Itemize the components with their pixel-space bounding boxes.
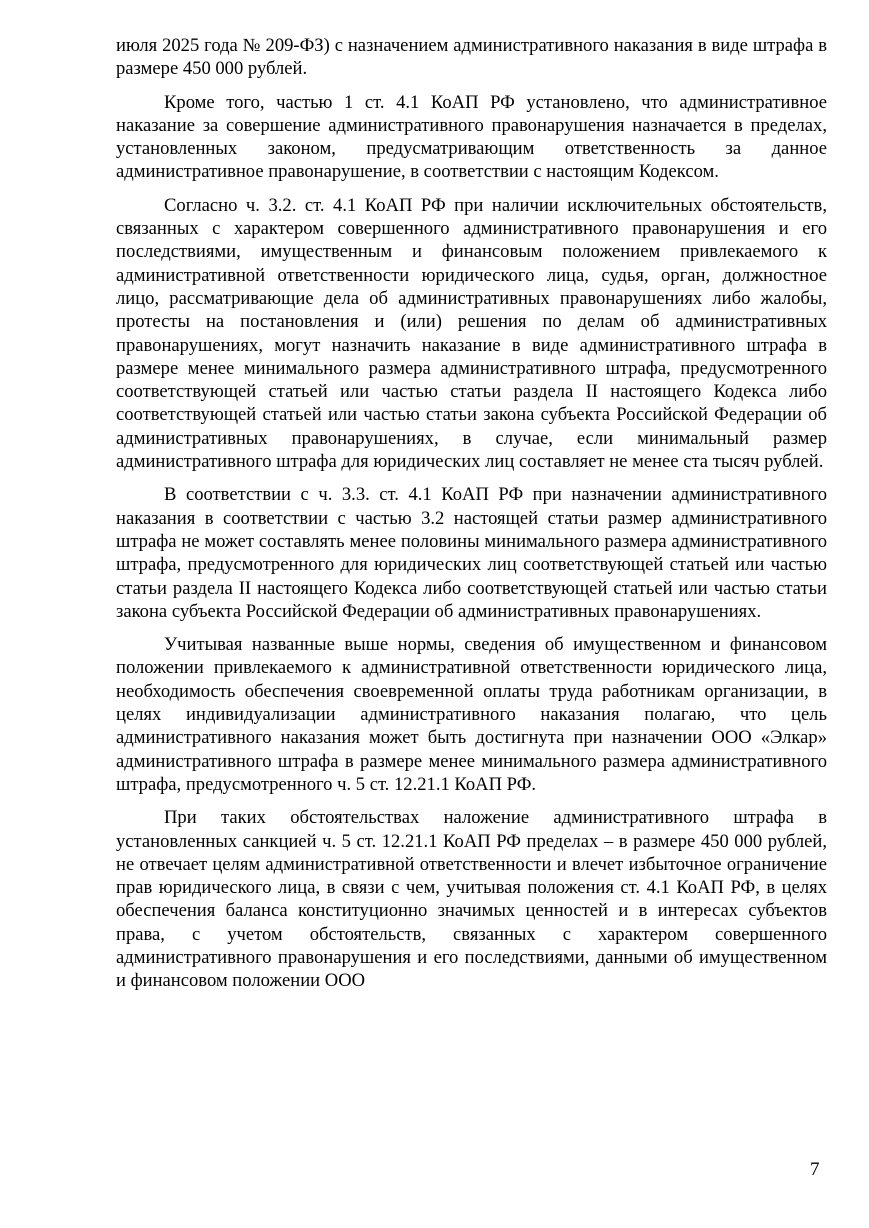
page-number: 7 (810, 1159, 820, 1180)
paragraph-continuation: июля 2025 года № 209-ФЗ) с назначением административного наказания в виде штрафа в размере 450 000 рублей. (116, 35, 827, 80)
document-body (116, 34, 827, 1003)
paragraph: При таких обстоятельствах наложение административного штрафа в установленных санкцией ч. 5 ст. 12.21.1 КоАП РФ пределах – в размере 450 000 рублей, не отвечает целям административной ответственности и влечет избыточное ограничение прав юридического лица, в связи с чем, учитывая положения ст. 4.1 КоАП РФ, в целях обеспечения баланса конституционно значимых ценностей и в интересах субъектов права, с учетом обстоятельств, связанных с характером совершенного административного правонарушения и его последствиями, данными об имущественном и финансовом положении ООО (116, 807, 827, 992)
paragraph: Учитывая названные выше нормы, сведения об имущественном и финансовом положении привлекаемого к административной ответственности юридического лица, необходимость обеспечения своевременной оплаты труда работникам организации, в целях индивидуализации административного наказания полагаю, что цель административного наказания может быть достигнута при назначении ООО «Элкар» административного штрафа в размере менее минимального размера административного штрафа, предусмотренного ч. 5 ст. 12.21.1 КоАП РФ. (116, 634, 827, 795)
paragraph: Кроме того, частью 1 ст. 4.1 КоАП РФ установлено, что административное наказание за совершение административного правонарушения назначается в пределах, установленных законом, предусматривающим ответственность за данное административное правонарушение, в соответствии с настоящим Кодексом. (116, 91, 827, 183)
paragraph: Согласно ч. 3.2. ст. 4.1 КоАП РФ при наличии исключительных обстоятельств, связанных с характером совершенного административного правонарушения и его последствиями, имущественным и финансовым положением привлекаемого к административной ответственности юридического лица, судья, орган, должностное лицо, рассматривающие дела об административных правонарушениях либо жалобы, протесты на постановления и (или) решения по делам об административных правонарушениях, могут назначить наказание в виде административного штрафа в размере менее минимального размера административного штрафа, предусмотренного соответствующей статьей или частью статьи раздела II настоящего Кодекса либо соответствующей статьей или частью статьи закона субъекта Российской Федерации об административных правонарушениях, в случае, если минимальный размер административного штрафа для юридических лиц составляет не менее ста тысяч рублей. (116, 194, 827, 473)
paragraph: В соответствии с ч. 3.3. ст. 4.1 КоАП РФ при назначении административного наказания в соответствии с частью 3.2 настоящей статьи размер административного штрафа не может составлять менее половины минимального размера административного штрафа, предусмотренного для юридических лиц соответствующей статьей или частью статьи раздела II настоящего Кодекса либо соответствующей статьей или частью статьи закона субъекта Российской Федерации об административных правонарушениях. (116, 484, 827, 622)
